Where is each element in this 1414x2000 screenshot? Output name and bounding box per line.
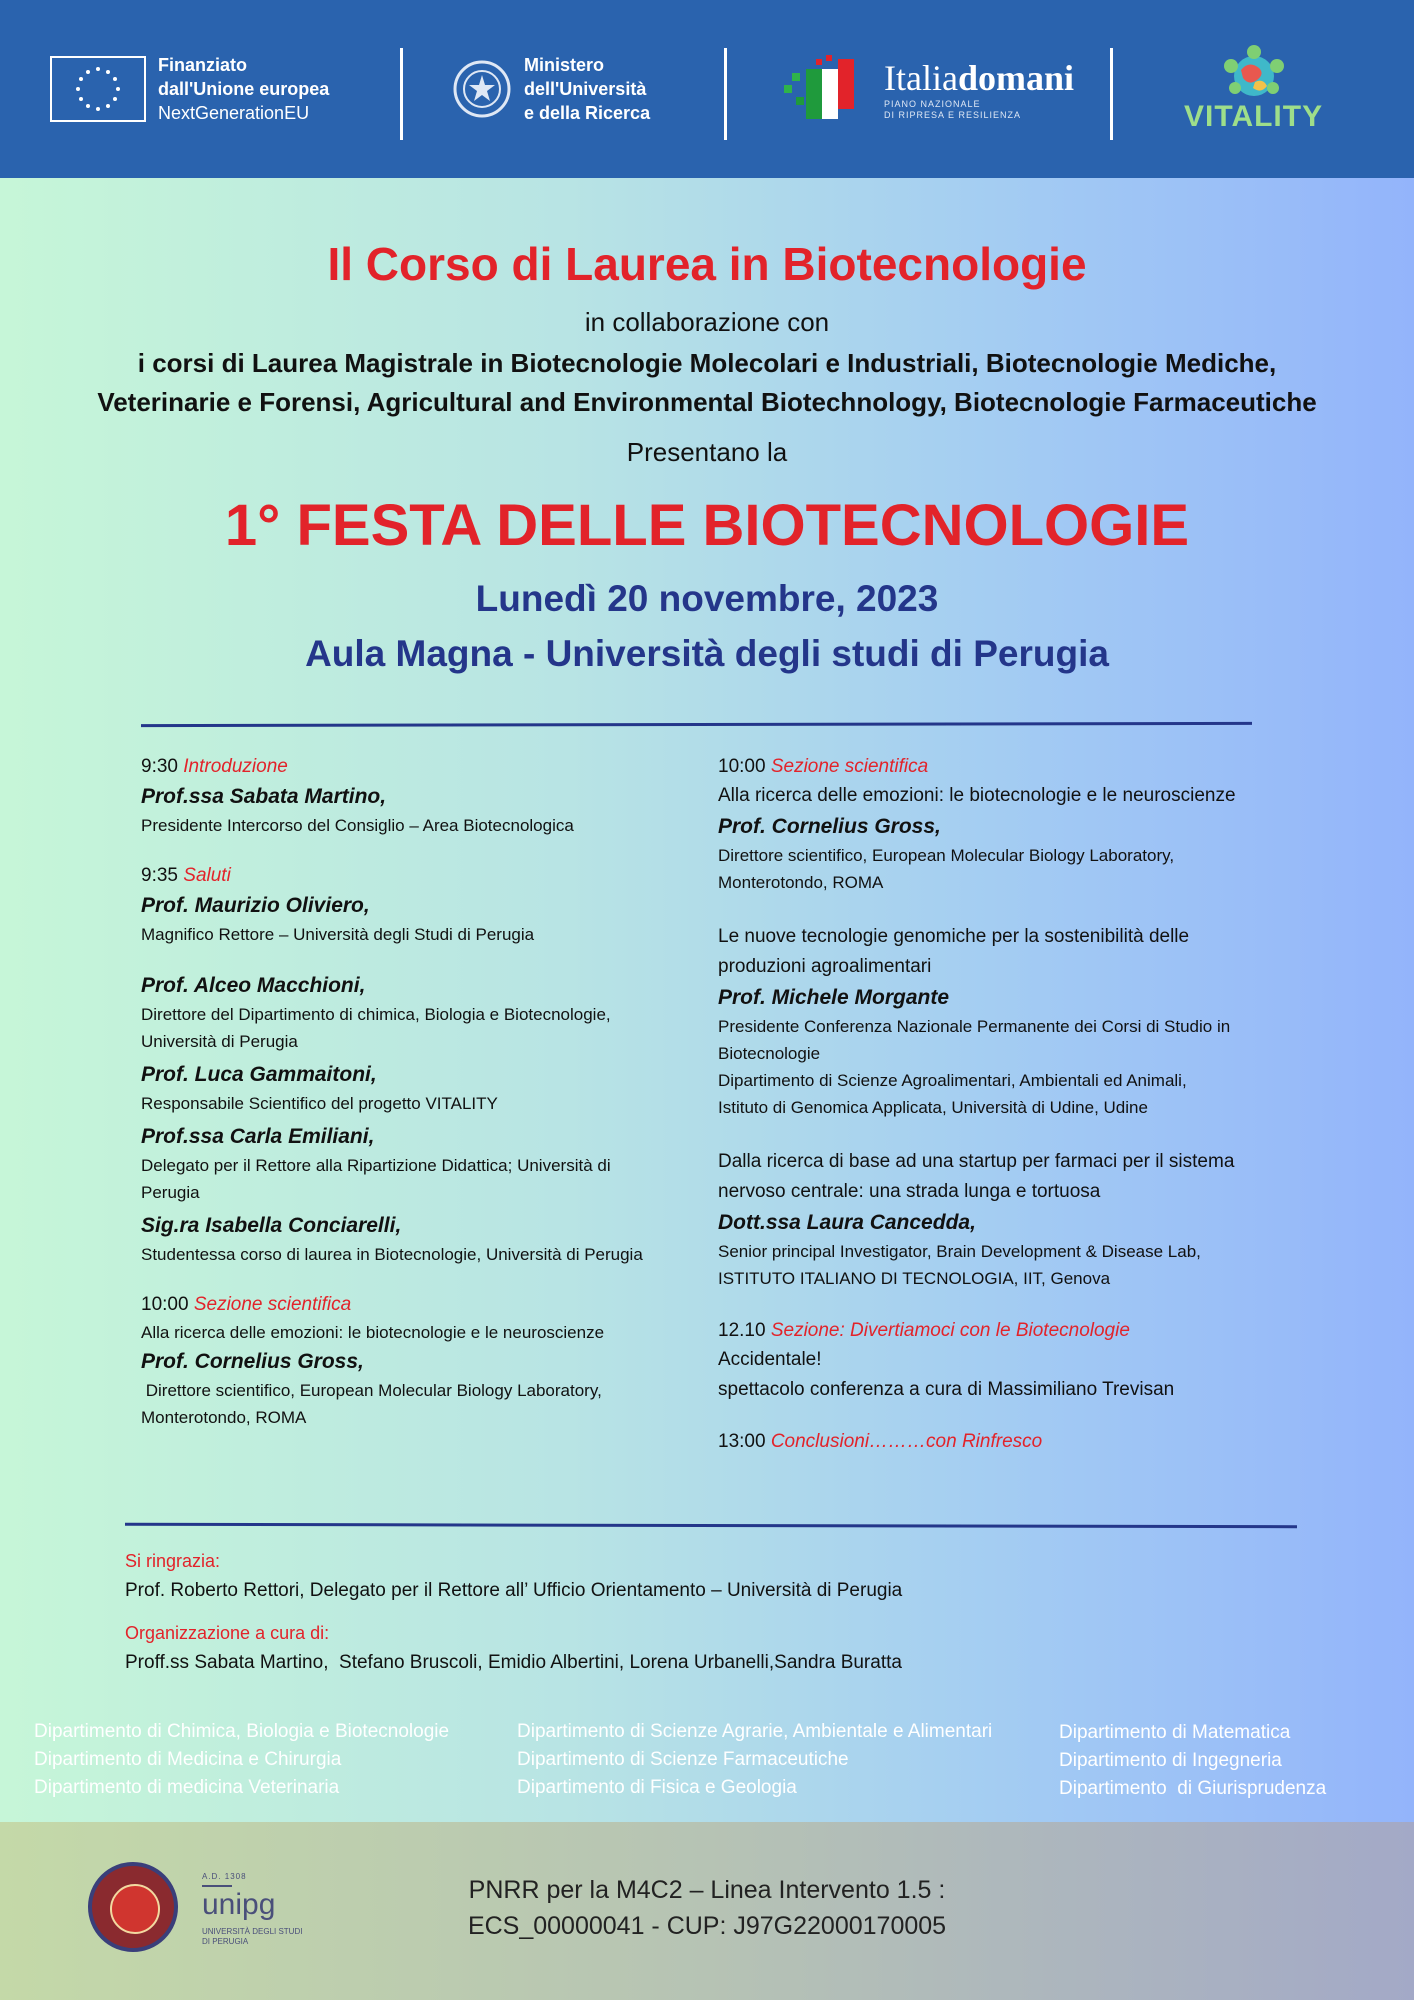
talk-title: Accidentale! [718, 1349, 822, 1370]
ministero-line1: Ministero [524, 55, 605, 75]
eu-logo [50, 0, 329, 178]
speaker-name: Prof. Luca Gammaitoni, [141, 1063, 377, 1086]
department-item: Dipartimento di Fisica e Geologia [517, 1777, 797, 1798]
emblem-icon [452, 59, 512, 119]
italia-word: Italia [884, 58, 958, 98]
department-item: Dipartimento di Matematica [1059, 1722, 1291, 1743]
unipg-year: A.D. 1308 [202, 1872, 247, 1881]
speaker-role: Direttore del Dipartimento di chimica, Biologia e Biotecnologie, [141, 1005, 611, 1024]
talk-title: nervoso centrale: una strada lunga e tortuosa [718, 1181, 1101, 1202]
speaker-role: Direttore scientifico, European Molecular Biology Laboratory, [718, 846, 1175, 865]
speaker-role: Dipartimento di Scienze Agroalimentari, Ambientali ed Animali, [718, 1071, 1187, 1090]
departments-col-1 [34, 1718, 449, 1802]
ministero-logo-text [524, 53, 650, 125]
program-left-column [141, 752, 701, 1453]
program-item [141, 1210, 701, 1268]
departments-col-2 [517, 1718, 992, 1802]
speaker-role: Biotecnologie [718, 1044, 821, 1063]
department-item: Dipartimento di Scienze Agrarie, Ambientale e Alimentari [517, 1721, 993, 1742]
italia-flag-icon [782, 47, 878, 131]
department-item: Dipartimento di Medicina e Chirurgia [34, 1749, 342, 1770]
program-item [141, 752, 701, 839]
event-date: Lunedì 20 novembre, 2023 [475, 578, 939, 619]
time: 13:00 [718, 1431, 766, 1452]
speaker-name: Prof.ssa Carla Emiliani, [141, 1125, 375, 1148]
header-divider [400, 48, 403, 140]
section-title: Conclusioni………con Rinfresco [770, 1431, 1043, 1452]
organization-text: Proff.ss Sabata Martino, Stefano Bruscoli, Emidio Albertini, Lorena Urbanelli,Sandra Buratta [125, 1652, 902, 1673]
speaker-role: Monterotondo, ROMA [141, 1408, 307, 1427]
speaker-role: ISTITUTO ITALIANO DI TECNOLOGIA, IIT, Genova [718, 1269, 1111, 1288]
section-title: Introduzione [183, 756, 288, 777]
italiadomani-logo [782, 0, 1074, 178]
talk-title: produzioni agroalimentari [718, 956, 932, 977]
speaker-name: Dott.ssa Laura Cancedda, [718, 1211, 976, 1234]
program-item [141, 970, 701, 1055]
program-item [718, 1427, 1308, 1456]
eu-flag-icon [50, 56, 146, 122]
time: 9:30 [141, 756, 178, 777]
department-item: Dipartimento di Chimica, Biologia e Biotecnologie [34, 1721, 450, 1742]
talk-title: Le nuove tecnologie genomiche per la sostenibilità delle [718, 926, 1190, 947]
event-venue: Aula Magna - Università degli studi di Perugia [305, 633, 1109, 674]
italiadomani-sub1: PIANO NAZIONALE [884, 99, 981, 109]
unipg-wordmark: unipg [202, 1888, 276, 1921]
speaker-name: Sig.ra Isabella Conciarelli, [141, 1214, 402, 1237]
speaker-role: Responsabile Scientifico del progetto VITALITY [141, 1094, 498, 1113]
eu-line2: dall'Unione europea [158, 79, 330, 99]
domani-word: domani [957, 58, 1074, 98]
courses-line-1: i corsi di Laurea Magistrale in Biotecnologie Molecolari e Industriali, Biotecnologie Mediche, [137, 348, 1277, 378]
vitality-globe-icon [1211, 44, 1297, 100]
italiadomani-sub2: DI RIPRESA E RESILIENZA [884, 110, 1022, 120]
talk-title: Alla ricerca delle emozioni: le biotecnologie e le neuroscienze [141, 1323, 605, 1342]
speaker-role: Monterotondo, ROMA [718, 873, 884, 892]
courses-line-2: Veterinarie e Forensi, Agricultural and Environmental Biotechnology, Biotecnologie Farmaceutiche [97, 387, 1317, 417]
program-item [141, 861, 701, 948]
speaker-role: Presidente Intercorso del Consiglio – Area Biotecnologica [141, 816, 574, 835]
speaker-name: Prof. Maurizio Oliviero, [141, 894, 370, 917]
program-item [718, 922, 1308, 1121]
unipg-sub1: UNIVERSITÀ DEGLI STUDI [202, 1927, 303, 1936]
section-title: Sezione: Divertiamoci con le Biotecnologie [770, 1320, 1130, 1341]
pnrr-line-1: PNRR per la M4C2 – Linea Intervento 1.5 : [468, 1876, 946, 1904]
acknowledgements [125, 1546, 1305, 1678]
time: 10:00 [141, 1294, 189, 1315]
time: 12.10 [718, 1320, 766, 1341]
time: 9:35 [141, 865, 178, 886]
department-item: Dipartimento di Scienze Farmaceutiche [517, 1749, 849, 1770]
eu-logo-text [158, 53, 329, 125]
talk-title: spettacolo conferenza a cura di Massimiliano Trevisan [718, 1379, 1175, 1400]
speaker-role: Senior principal Investigator, Brain Development & Disease Lab, [718, 1242, 1201, 1261]
program-item [141, 1059, 701, 1117]
speaker-role: Direttore scientifico, European Molecular Biology Laboratory, [141, 1381, 602, 1400]
ministero-logo [452, 0, 650, 178]
speaker-role: Università di Perugia [141, 1032, 298, 1051]
speaker-role: Magnifico Rettore – Università degli Studi di Perugia [141, 925, 535, 944]
header-divider [1110, 48, 1113, 140]
ack-label: Si ringrazia: [125, 1551, 221, 1571]
speaker-role: Delegato per il Rettore alla Ripartizione Didattica; Università di [141, 1156, 611, 1175]
section-title: Sezione scientifica [193, 1294, 352, 1315]
eu-line3: NextGenerationEU [158, 103, 310, 123]
speaker-name: Prof.ssa Sabata Martino, [141, 785, 387, 808]
speaker-role: Studentessa corso di laurea in Biotecnologie, Università di Perugia [141, 1245, 643, 1264]
department-item: Dipartimento di Ingegneria [1059, 1750, 1282, 1771]
vitality-wordmark: VITALITY [1184, 100, 1324, 133]
section-title: Sezione scientifica [770, 756, 929, 777]
program-right-column [718, 752, 1308, 1478]
speaker-name: Prof. Cornelius Gross, [718, 815, 941, 838]
ack-text: Prof. Roberto Rettori, Delegato per il Rettore all’ Ufficio Orientamento – Università di Perugia [125, 1580, 903, 1601]
program-item [141, 1290, 701, 1431]
divider-bottom [125, 1523, 1297, 1528]
course-title: Il Corso di Laurea in Biotecnologie [327, 238, 1087, 290]
speaker-role: Istituto di Genomica Applicata, Università di Udine, Udine [718, 1098, 1148, 1117]
departments-col-3 [1059, 1719, 1326, 1803]
program-item [718, 1147, 1308, 1292]
speaker-role: Presidente Conferenza Nazionale Permanente dei Corsi di Studio in [718, 1017, 1231, 1036]
speaker-name: Prof. Alceo Macchioni, [141, 974, 366, 997]
ministero-line3: e della Ricerca [524, 103, 651, 123]
speaker-name: Prof. Cornelius Gross, [141, 1350, 364, 1373]
speaker-name: Prof. Michele Morgante [718, 986, 950, 1009]
program-item [718, 752, 1308, 896]
talk-title: Dalla ricerca di base ad una startup per farmaci per il sistema [718, 1151, 1235, 1172]
italiadomani-wordmark [884, 57, 1074, 99]
presentano-line: Presentano la [626, 437, 788, 467]
header-divider [724, 48, 727, 140]
event-title: 1° FESTA DELLE BIOTECNOLOGIE [224, 493, 1190, 558]
organization-label: Organizzazione a cura di: [125, 1623, 330, 1643]
footer-band [0, 1822, 1414, 2000]
department-item: Dipartimento di medicina Veterinaria [34, 1777, 340, 1798]
unipg-sub2: DI PERUGIA [202, 1937, 249, 1946]
ministero-line2: dell'Università [524, 79, 647, 99]
program-item [718, 1316, 1308, 1405]
header-band [0, 0, 1414, 178]
program-item [141, 1121, 701, 1206]
pnrr-line-2: ECS_00000041 - CUP: J97G22000170005 [467, 1912, 947, 1940]
speaker-role: Perugia [141, 1183, 200, 1202]
time: 10:00 [718, 756, 766, 777]
collab-line: in collaborazione con [584, 307, 830, 337]
department-item: Dipartimento di Giurisprudenza [1059, 1778, 1327, 1799]
divider-top [141, 722, 1252, 727]
eu-line1: Finanziato [158, 55, 247, 75]
talk-title: Alla ricerca delle emozioni: le biotecnologie e le neuroscienze [718, 785, 1236, 806]
pnrr-info [0, 1872, 1414, 1944]
section-title: Saluti [183, 865, 231, 886]
vitality-logo [1184, 0, 1323, 178]
